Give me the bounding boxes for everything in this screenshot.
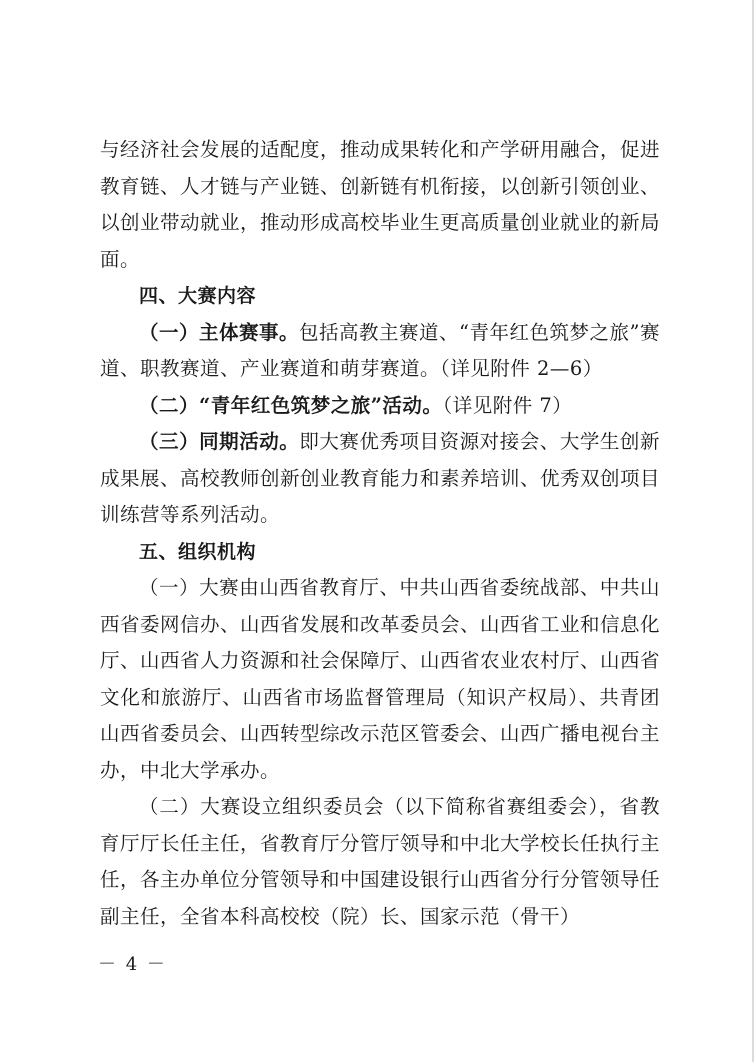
- lead-concurrent-activities: （三）同期活动。: [139, 430, 300, 453]
- paragraph-organizers: （一）大赛由山西省教育厅、中共山西省委统战部、中共山西省委网信办、山西省发展和改革委员会、山西省工业和信息化厅、山西省人力资源和社会保障厅、山西省农业农村厅、山西省文化和旅游厅、山西省市场监督管理局（知识产权局）、共青团山西省委员会、山西转型综改示范区管委会、山西广播电视台主办，中北大学承办。: [100, 576, 661, 782]
- body-red-journey: （详见附件 7）: [442, 393, 573, 417]
- section-heading-contest-content: 四、大赛内容: [139, 285, 257, 307]
- paragraph-intro-continued: 与经济社会发展的适配度，推动成果转化和产学研用融合，促进教育链、人才链与产业链、创新链有机衔接，以创新引领创业、以创业带动就业，推动形成高校毕业生更高质量创业就业的新局面。: [100, 138, 661, 271]
- page-number: － 4 －: [98, 954, 167, 975]
- body-concurrent-activities: 即大赛优秀项目资源对接会、大学生创新成果展、高校教师创新创业教育能力和素养培训、优秀双创项目训练营等系列活动。: [100, 430, 661, 526]
- paragraph-organizing-committee: （二）大赛设立组织委员会（以下简称省赛组委会），省教育厅厅长任主任，省教育厅分管厅领导和中北大学校长任执行主任，各主办单位分管领导和中国建设银行山西省分行分管领导任副主任，全省本科高校校（院）长、国家示范（骨干）: [100, 795, 661, 928]
- body-main-events: 包括高教主赛道、“青年红色筑梦之旅”赛道、职教赛道、产业赛道和萌芽赛道。（详见附件 2—6）: [100, 320, 660, 380]
- document-body: [100, 132, 660, 935]
- paragraph-concurrent-activities: [100, 424, 660, 534]
- paragraph-main-events: [100, 315, 660, 388]
- paragraph-red-journey: [100, 388, 660, 425]
- lead-main-events: （一）主体赛事。: [139, 320, 300, 344]
- section-heading-organization: 五、组织机构: [139, 540, 257, 563]
- lead-red-journey: （二）“青年红色筑梦之旅”活动。: [139, 393, 443, 417]
